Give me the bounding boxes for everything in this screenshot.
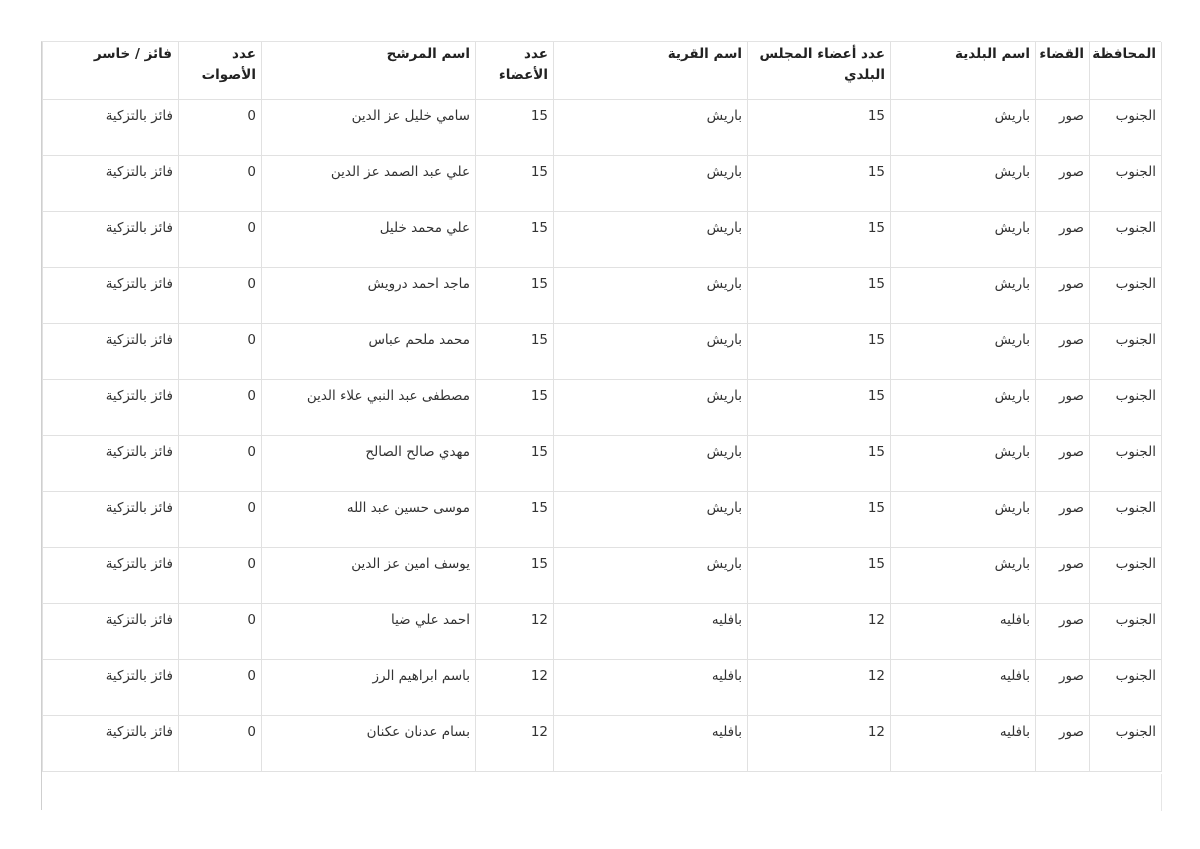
cell-district: صور — [1036, 99, 1090, 155]
cell-members: 15 — [476, 379, 554, 435]
cell-candidate: مهدي صالح الصالح — [262, 435, 476, 491]
cell-governorate: الجنوب — [1090, 715, 1162, 771]
cell-village: باريش — [554, 323, 748, 379]
cell-municipality: بافليه — [891, 659, 1036, 715]
cell-candidate: سامي خليل عز الدين — [262, 99, 476, 155]
cell-village: باريش — [554, 379, 748, 435]
cell-village: باريش — [554, 211, 748, 267]
cell-result: فائز بالتزكية — [43, 659, 179, 715]
cell-municipality: باريش — [891, 435, 1036, 491]
cell-votes: 0 — [179, 435, 262, 491]
cell-village: باريش — [554, 491, 748, 547]
cell-district: صور — [1036, 323, 1090, 379]
table-frame — [41, 41, 1161, 810]
cell-district: صور — [1036, 715, 1090, 771]
cell-votes: 0 — [179, 379, 262, 435]
cell-governorate: الجنوب — [1090, 267, 1162, 323]
cell-council-members: 15 — [748, 379, 891, 435]
table-row — [43, 267, 1162, 323]
cell-council-members: 15 — [748, 491, 891, 547]
cell-votes: 0 — [179, 491, 262, 547]
cell-members: 15 — [476, 323, 554, 379]
cell-municipality: باريش — [891, 491, 1036, 547]
cell-district: صور — [1036, 155, 1090, 211]
cell-members: 15 — [476, 547, 554, 603]
cell-members: 12 — [476, 659, 554, 715]
cell-governorate: الجنوب — [1090, 547, 1162, 603]
cell-council-members: 15 — [748, 99, 891, 155]
cell-village: بافليه — [554, 603, 748, 659]
header-governorate: المحافظة — [1090, 42, 1162, 99]
cell-district: صور — [1036, 491, 1090, 547]
cell-members: 15 — [476, 155, 554, 211]
cell-candidate: احمد علي ضيا — [262, 603, 476, 659]
cell-governorate: الجنوب — [1090, 435, 1162, 491]
header-council-members: عدد أعضاء المجلس البلدي — [748, 42, 891, 99]
cell-members: 15 — [476, 491, 554, 547]
cell-votes: 0 — [179, 99, 262, 155]
table-row — [43, 379, 1162, 435]
table-row — [43, 99, 1162, 155]
cell-council-members: 15 — [748, 155, 891, 211]
table-body — [43, 99, 1162, 771]
cell-result: فائز بالتزكية — [43, 547, 179, 603]
cell-members: 15 — [476, 99, 554, 155]
cell-members: 12 — [476, 715, 554, 771]
cell-result: فائز بالتزكية — [43, 715, 179, 771]
table-row — [43, 323, 1162, 379]
cell-council-members: 15 — [748, 267, 891, 323]
cell-village: باريش — [554, 267, 748, 323]
cell-result: فائز بالتزكية — [43, 603, 179, 659]
cell-result: فائز بالتزكية — [43, 155, 179, 211]
cell-result: فائز بالتزكية — [43, 267, 179, 323]
cell-district: صور — [1036, 435, 1090, 491]
header-candidate: اسم المرشح — [262, 42, 476, 99]
header-members: عدد الأعضاء — [476, 42, 554, 99]
table-row — [43, 155, 1162, 211]
cell-village: باريش — [554, 435, 748, 491]
cell-council-members: 12 — [748, 715, 891, 771]
table-row — [43, 435, 1162, 491]
cell-council-members: 15 — [748, 435, 891, 491]
cell-governorate: الجنوب — [1090, 155, 1162, 211]
cell-governorate: الجنوب — [1090, 323, 1162, 379]
cell-members: 15 — [476, 211, 554, 267]
cell-candidate: مصطفى عبد النبي علاء الدين — [262, 379, 476, 435]
cell-candidate: محمد ملحم عباس — [262, 323, 476, 379]
cell-votes: 0 — [179, 603, 262, 659]
cell-governorate: الجنوب — [1090, 603, 1162, 659]
cell-district: صور — [1036, 211, 1090, 267]
table-row — [43, 659, 1162, 715]
cell-result: فائز بالتزكية — [43, 435, 179, 491]
cell-municipality: بافليه — [891, 715, 1036, 771]
cell-result: فائز بالتزكية — [43, 211, 179, 267]
cell-governorate: الجنوب — [1090, 99, 1162, 155]
cell-municipality: بافليه — [891, 603, 1036, 659]
cell-municipality: باريش — [891, 267, 1036, 323]
header-votes: عدد الأصوات — [179, 42, 262, 99]
header-result: فائز / خاسر — [43, 42, 179, 99]
cell-votes: 0 — [179, 715, 262, 771]
cell-governorate: الجنوب — [1090, 659, 1162, 715]
cell-municipality: باريش — [891, 547, 1036, 603]
cell-votes: 0 — [179, 155, 262, 211]
cell-candidate: علي عبد الصمد عز الدين — [262, 155, 476, 211]
cell-municipality: باريش — [891, 379, 1036, 435]
header-district: القضاء — [1036, 42, 1090, 99]
cell-village: بافليه — [554, 659, 748, 715]
cell-members: 15 — [476, 435, 554, 491]
cell-governorate: الجنوب — [1090, 211, 1162, 267]
header-municipality: اسم البلدية — [891, 42, 1036, 99]
cell-candidate: موسى حسين عبد الله — [262, 491, 476, 547]
cell-council-members: 15 — [748, 323, 891, 379]
cell-governorate: الجنوب — [1090, 379, 1162, 435]
cell-district: صور — [1036, 659, 1090, 715]
cell-district: صور — [1036, 379, 1090, 435]
cell-members: 15 — [476, 267, 554, 323]
cell-votes: 0 — [179, 267, 262, 323]
table-row — [43, 211, 1162, 267]
cell-district: صور — [1036, 547, 1090, 603]
table-row — [43, 603, 1162, 659]
cell-result: فائز بالتزكية — [43, 491, 179, 547]
cell-council-members: 15 — [748, 547, 891, 603]
cell-result: فائز بالتزكية — [43, 99, 179, 155]
table-row — [43, 491, 1162, 547]
cell-candidate: ماجد احمد درويش — [262, 267, 476, 323]
cell-votes: 0 — [179, 323, 262, 379]
cell-municipality: باريش — [891, 323, 1036, 379]
cell-result: فائز بالتزكية — [43, 379, 179, 435]
cell-candidate: باسم ابراهيم الرز — [262, 659, 476, 715]
cell-council-members: 12 — [748, 659, 891, 715]
cell-municipality: باريش — [891, 99, 1036, 155]
results-table — [42, 42, 1162, 772]
cell-result: فائز بالتزكية — [43, 323, 179, 379]
header-village: اسم القرية — [554, 42, 748, 99]
cell-votes: 0 — [179, 659, 262, 715]
cell-members: 12 — [476, 603, 554, 659]
table-row — [43, 715, 1162, 771]
cell-village: باريش — [554, 547, 748, 603]
cell-votes: 0 — [179, 211, 262, 267]
cell-council-members: 15 — [748, 211, 891, 267]
cell-governorate: الجنوب — [1090, 491, 1162, 547]
cell-district: صور — [1036, 603, 1090, 659]
cell-votes: 0 — [179, 547, 262, 603]
cell-district: صور — [1036, 267, 1090, 323]
cell-candidate: بسام عدنان عكنان — [262, 715, 476, 771]
cell-village: بافليه — [554, 715, 748, 771]
cell-village: باريش — [554, 99, 748, 155]
header-row — [43, 42, 1162, 99]
cell-candidate: يوسف امين عز الدين — [262, 547, 476, 603]
cell-municipality: باريش — [891, 211, 1036, 267]
cell-candidate: علي محمد خليل — [262, 211, 476, 267]
cell-municipality: باريش — [891, 155, 1036, 211]
table-row — [43, 547, 1162, 603]
cell-council-members: 12 — [748, 603, 891, 659]
cell-village: باريش — [554, 155, 748, 211]
